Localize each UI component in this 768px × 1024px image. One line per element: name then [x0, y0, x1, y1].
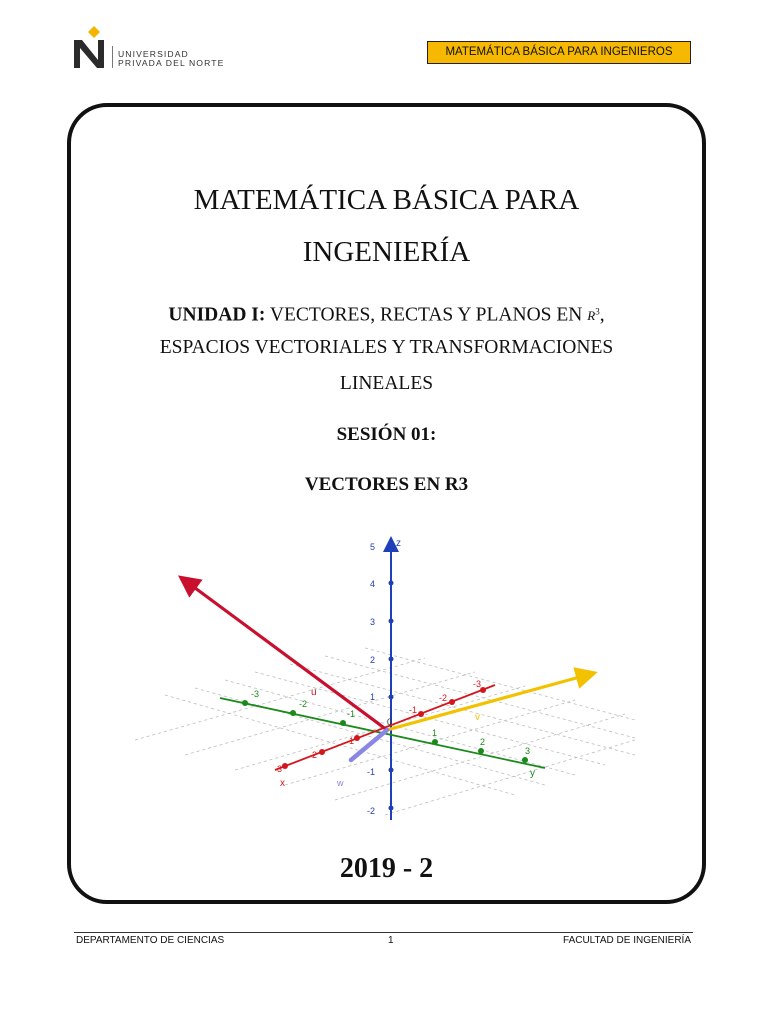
x-tick: 2: [312, 750, 318, 760]
logo-line-1: UNIVERSIDAD: [118, 49, 189, 59]
x-ticks-negative: [409, 679, 481, 715]
z-axis-label: z: [396, 538, 401, 549]
z-tick: 2: [370, 655, 376, 665]
vector-v: [387, 675, 587, 730]
logo-text: [118, 50, 224, 68]
session-topic: VECTORES EN R3: [304, 474, 469, 495]
unit-line-3: LINEALES: [339, 373, 434, 394]
session-number: SESIÓN 01:: [336, 424, 437, 445]
footer-divider: [74, 932, 693, 933]
x-axis-label: x: [280, 778, 285, 789]
unit-line-2: ESPACIOS VECTORIALES Y TRANSFORMACIONES: [159, 337, 614, 358]
course-badge: MATEMÁTICA BÁSICA PARA INGENIEROS: [427, 41, 691, 64]
university-logo: [72, 24, 242, 70]
x-ticks-positive: [277, 736, 354, 774]
academic-year: 2019 - 2: [339, 853, 434, 884]
y-tick: 3: [525, 746, 531, 756]
x-tick: 3: [277, 764, 283, 774]
y-tick: -2: [299, 699, 308, 709]
z-tick: 1: [370, 692, 376, 702]
z-tick: -2: [367, 806, 376, 816]
unit-label: UNIDAD I:: [168, 304, 266, 326]
x-tick: -1: [409, 705, 418, 715]
y-tick: 1: [432, 728, 438, 738]
y-tick: -3: [251, 689, 260, 699]
z-ticks: [367, 542, 375, 816]
x-tick: -3: [473, 679, 482, 689]
x-tick: 1: [349, 736, 355, 746]
unit-line-1-end: ,: [599, 304, 605, 326]
title-line-1: MATEMÁTICA BÁSICA PARA: [193, 184, 580, 216]
x-tick: -2: [439, 693, 448, 703]
upn-logo-icon: [72, 24, 112, 70]
r3-base: R: [587, 308, 596, 324]
footer-page-number: 1: [388, 935, 394, 946]
z-tick: 5: [370, 542, 376, 552]
z-tick: 3: [370, 617, 376, 627]
r3-exponent: 3: [595, 307, 600, 317]
footer-department: DEPARTAMENTO DE CIENCIAS: [76, 935, 225, 946]
r3-symbol: [587, 308, 599, 323]
vector-u-label: u: [311, 687, 317, 698]
y-tick: 2: [480, 737, 486, 747]
vector-v-label: v: [475, 712, 480, 723]
vector-w-label: w: [337, 778, 344, 788]
footer-faculty: FACULTAD DE INGENIERÍA: [563, 935, 691, 946]
logo-divider: [112, 46, 113, 68]
vectors-3d-illustration: [125, 530, 645, 830]
unit-line-1: [67, 297, 706, 331]
z-tick: -1: [367, 767, 376, 777]
vector-u: [187, 582, 387, 730]
title-line-2: INGENIERÍA: [302, 236, 471, 268]
y-axis-label: y: [530, 768, 535, 779]
logo-line-2: PRIVADA DEL NORTE: [118, 58, 225, 68]
origin-label: 0: [387, 717, 393, 727]
y-tick: -1: [347, 709, 356, 719]
unit-text-1: VECTORES, RECTAS Y PLANOS EN: [269, 304, 583, 326]
z-tick: 4: [370, 579, 376, 589]
